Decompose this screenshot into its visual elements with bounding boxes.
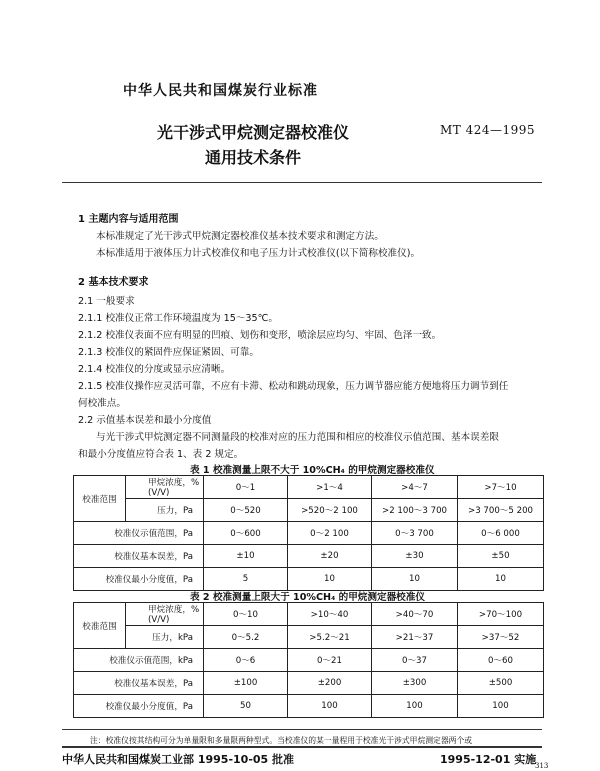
footer-divider xyxy=(62,746,542,748)
table-2-caption: 表 2 校准测量上限大于 10%CH₄ 的甲烷测定器校准仪 xyxy=(190,592,425,603)
table-cell: >40～70 xyxy=(372,603,458,626)
table-cell: >1～4 xyxy=(288,476,372,499)
clause-2-2-para: 与光干涉式甲烷测定器不同测量段的校准对应的压力范围和相应的校准仪示值范围、基本误差限 xyxy=(96,432,499,443)
clause-2-1-5-cont: 何校准点。 xyxy=(78,398,126,409)
table-cell: 0～6 000 xyxy=(458,522,544,545)
table-cell: 100 xyxy=(458,695,544,718)
table-cell: 0～10 xyxy=(204,603,288,626)
table-cell: ±100 xyxy=(204,672,288,695)
table-cell: 10 xyxy=(288,568,372,591)
page-number: 313 xyxy=(535,762,549,770)
section-2-heading: 2 基本技术要求 xyxy=(78,277,149,288)
table-1 xyxy=(73,475,544,591)
table-note: 注：校准仪按其结构可分为单量限和多量限两种型式。当校准仪的某一量程用于校准光干涉式甲烷测定器两个或 xyxy=(90,736,473,745)
document-subtitle: 通用技术条件 xyxy=(205,148,302,167)
table-2-min-division-label: 校准仪最小分度值，Pa xyxy=(74,695,204,718)
table-cell: 0～5.2 xyxy=(204,626,288,649)
table-1-ch4-label: 甲烷浓度，%(V/V) xyxy=(126,476,204,499)
clause-2-1-5: 2.1.5 校准仪操作应灵活可靠，不应有卡滞、松动和跳动现象，压力调节器应能方便地将压力调节到任 xyxy=(78,381,509,392)
table-1-caption: 表 1 校准测量上限不大于 10%CH₄ 的甲烷测定器校准仪 xyxy=(190,465,435,476)
clause-2-2-para-cont: 和最小分度值应符合表 1、表 2 规定。 xyxy=(78,449,244,460)
standard-number: MT 424—1995 xyxy=(440,123,536,137)
section-1-para-2: 本标准适用于液体压力计式校准仪和电子压力计式校准仪(以下简称校准仪)。 xyxy=(96,248,421,259)
table-cell: >520～2 100 xyxy=(288,499,372,522)
table-cell: 50 xyxy=(204,695,288,718)
table-cell: >4～7 xyxy=(372,476,458,499)
table-cell: 0～600 xyxy=(204,522,288,545)
table-cell: ±300 xyxy=(372,672,458,695)
clause-2-1-1: 2.1.1 校准仪正常工作环境温度为 15～35℃。 xyxy=(78,313,279,324)
table-cell: 0～2 100 xyxy=(288,522,372,545)
clause-2-2: 2.2 示值基本误差和最小分度值 xyxy=(78,415,212,426)
note-divider xyxy=(62,729,542,730)
table-cell: >2 100～3 700 xyxy=(372,499,458,522)
standard-category-header: 中华人民共和国煤炭行业标准 xyxy=(123,83,318,99)
table-cell: 0～37 xyxy=(372,649,458,672)
table-2-display-range-label: 校准仪示值范围，kPa xyxy=(74,649,204,672)
table-1-basic-error-label: 校准仪基本误差，Pa xyxy=(74,545,204,568)
table-cell: >70～100 xyxy=(458,603,544,626)
table-cell: >37～52 xyxy=(458,626,544,649)
clause-2-1-4: 2.1.4 校准仪的分度或显示应清晰。 xyxy=(78,364,231,375)
table-cell: 100 xyxy=(372,695,458,718)
clause-2-1: 2.1 一般要求 xyxy=(78,296,135,307)
table-cell: ±20 xyxy=(288,545,372,568)
table-cell: >21～37 xyxy=(372,626,458,649)
table-2 xyxy=(73,602,544,718)
table-cell: 5 xyxy=(204,568,288,591)
table-cell: 0～520 xyxy=(204,499,288,522)
section-1-heading: 1 主题内容与适用范围 xyxy=(78,214,179,225)
table-1-range-label: 校准范围 xyxy=(74,476,126,522)
table-cell: ±30 xyxy=(372,545,458,568)
implementation-date: 1995-12-01 实施 xyxy=(440,753,537,766)
table-cell: >3 700～5 200 xyxy=(458,499,544,522)
approval-line: 中华人民共和国煤炭工业部 1995-10-05 批准 xyxy=(62,753,295,766)
section-1-para-1: 本标准规定了光干涉式甲烷测定器校准仪基本技术要求和测定方法。 xyxy=(96,231,384,242)
table-cell: 0～6 xyxy=(204,649,288,672)
table-cell: 10 xyxy=(458,568,544,591)
table-1-pressure-label: 压力，Pa xyxy=(126,499,204,522)
table-cell: >7～10 xyxy=(458,476,544,499)
table-cell: 0～1 xyxy=(204,476,288,499)
table-2-ch4-label: 甲烷浓度，%(V/V) xyxy=(126,603,204,626)
table-cell: ±500 xyxy=(458,672,544,695)
table-cell: >5.2～21 xyxy=(288,626,372,649)
table-cell: 0～60 xyxy=(458,649,544,672)
table-2-range-label: 校准范围 xyxy=(74,603,126,649)
table-2-pressure-label: 压力，kPa xyxy=(126,626,204,649)
table-cell: ±50 xyxy=(458,545,544,568)
table-cell: 0～21 xyxy=(288,649,372,672)
table-cell: 100 xyxy=(288,695,372,718)
header-divider xyxy=(62,182,542,183)
table-cell: ±10 xyxy=(204,545,288,568)
table-cell: 10 xyxy=(372,568,458,591)
table-1-display-range-label: 校准仪示值范围，Pa xyxy=(74,522,204,545)
clause-2-1-2: 2.1.2 校准仪表面不应有明显的凹痕、划伤和变形，喷涂层应均匀、牢固、色泽一致。 xyxy=(78,330,442,341)
table-cell: ±200 xyxy=(288,672,372,695)
document-title: 光干涉式甲烷测定器校准仪 xyxy=(157,123,350,142)
table-cell: >10～40 xyxy=(288,603,372,626)
table-cell: 0～3 700 xyxy=(372,522,458,545)
table-1-min-division-label: 校准仪最小分度值，Pa xyxy=(74,568,204,591)
table-2-basic-error-label: 校准仪基本误差，Pa xyxy=(74,672,204,695)
clause-2-1-3: 2.1.3 校准仪的紧固件应保证紧固、可靠。 xyxy=(78,347,259,358)
